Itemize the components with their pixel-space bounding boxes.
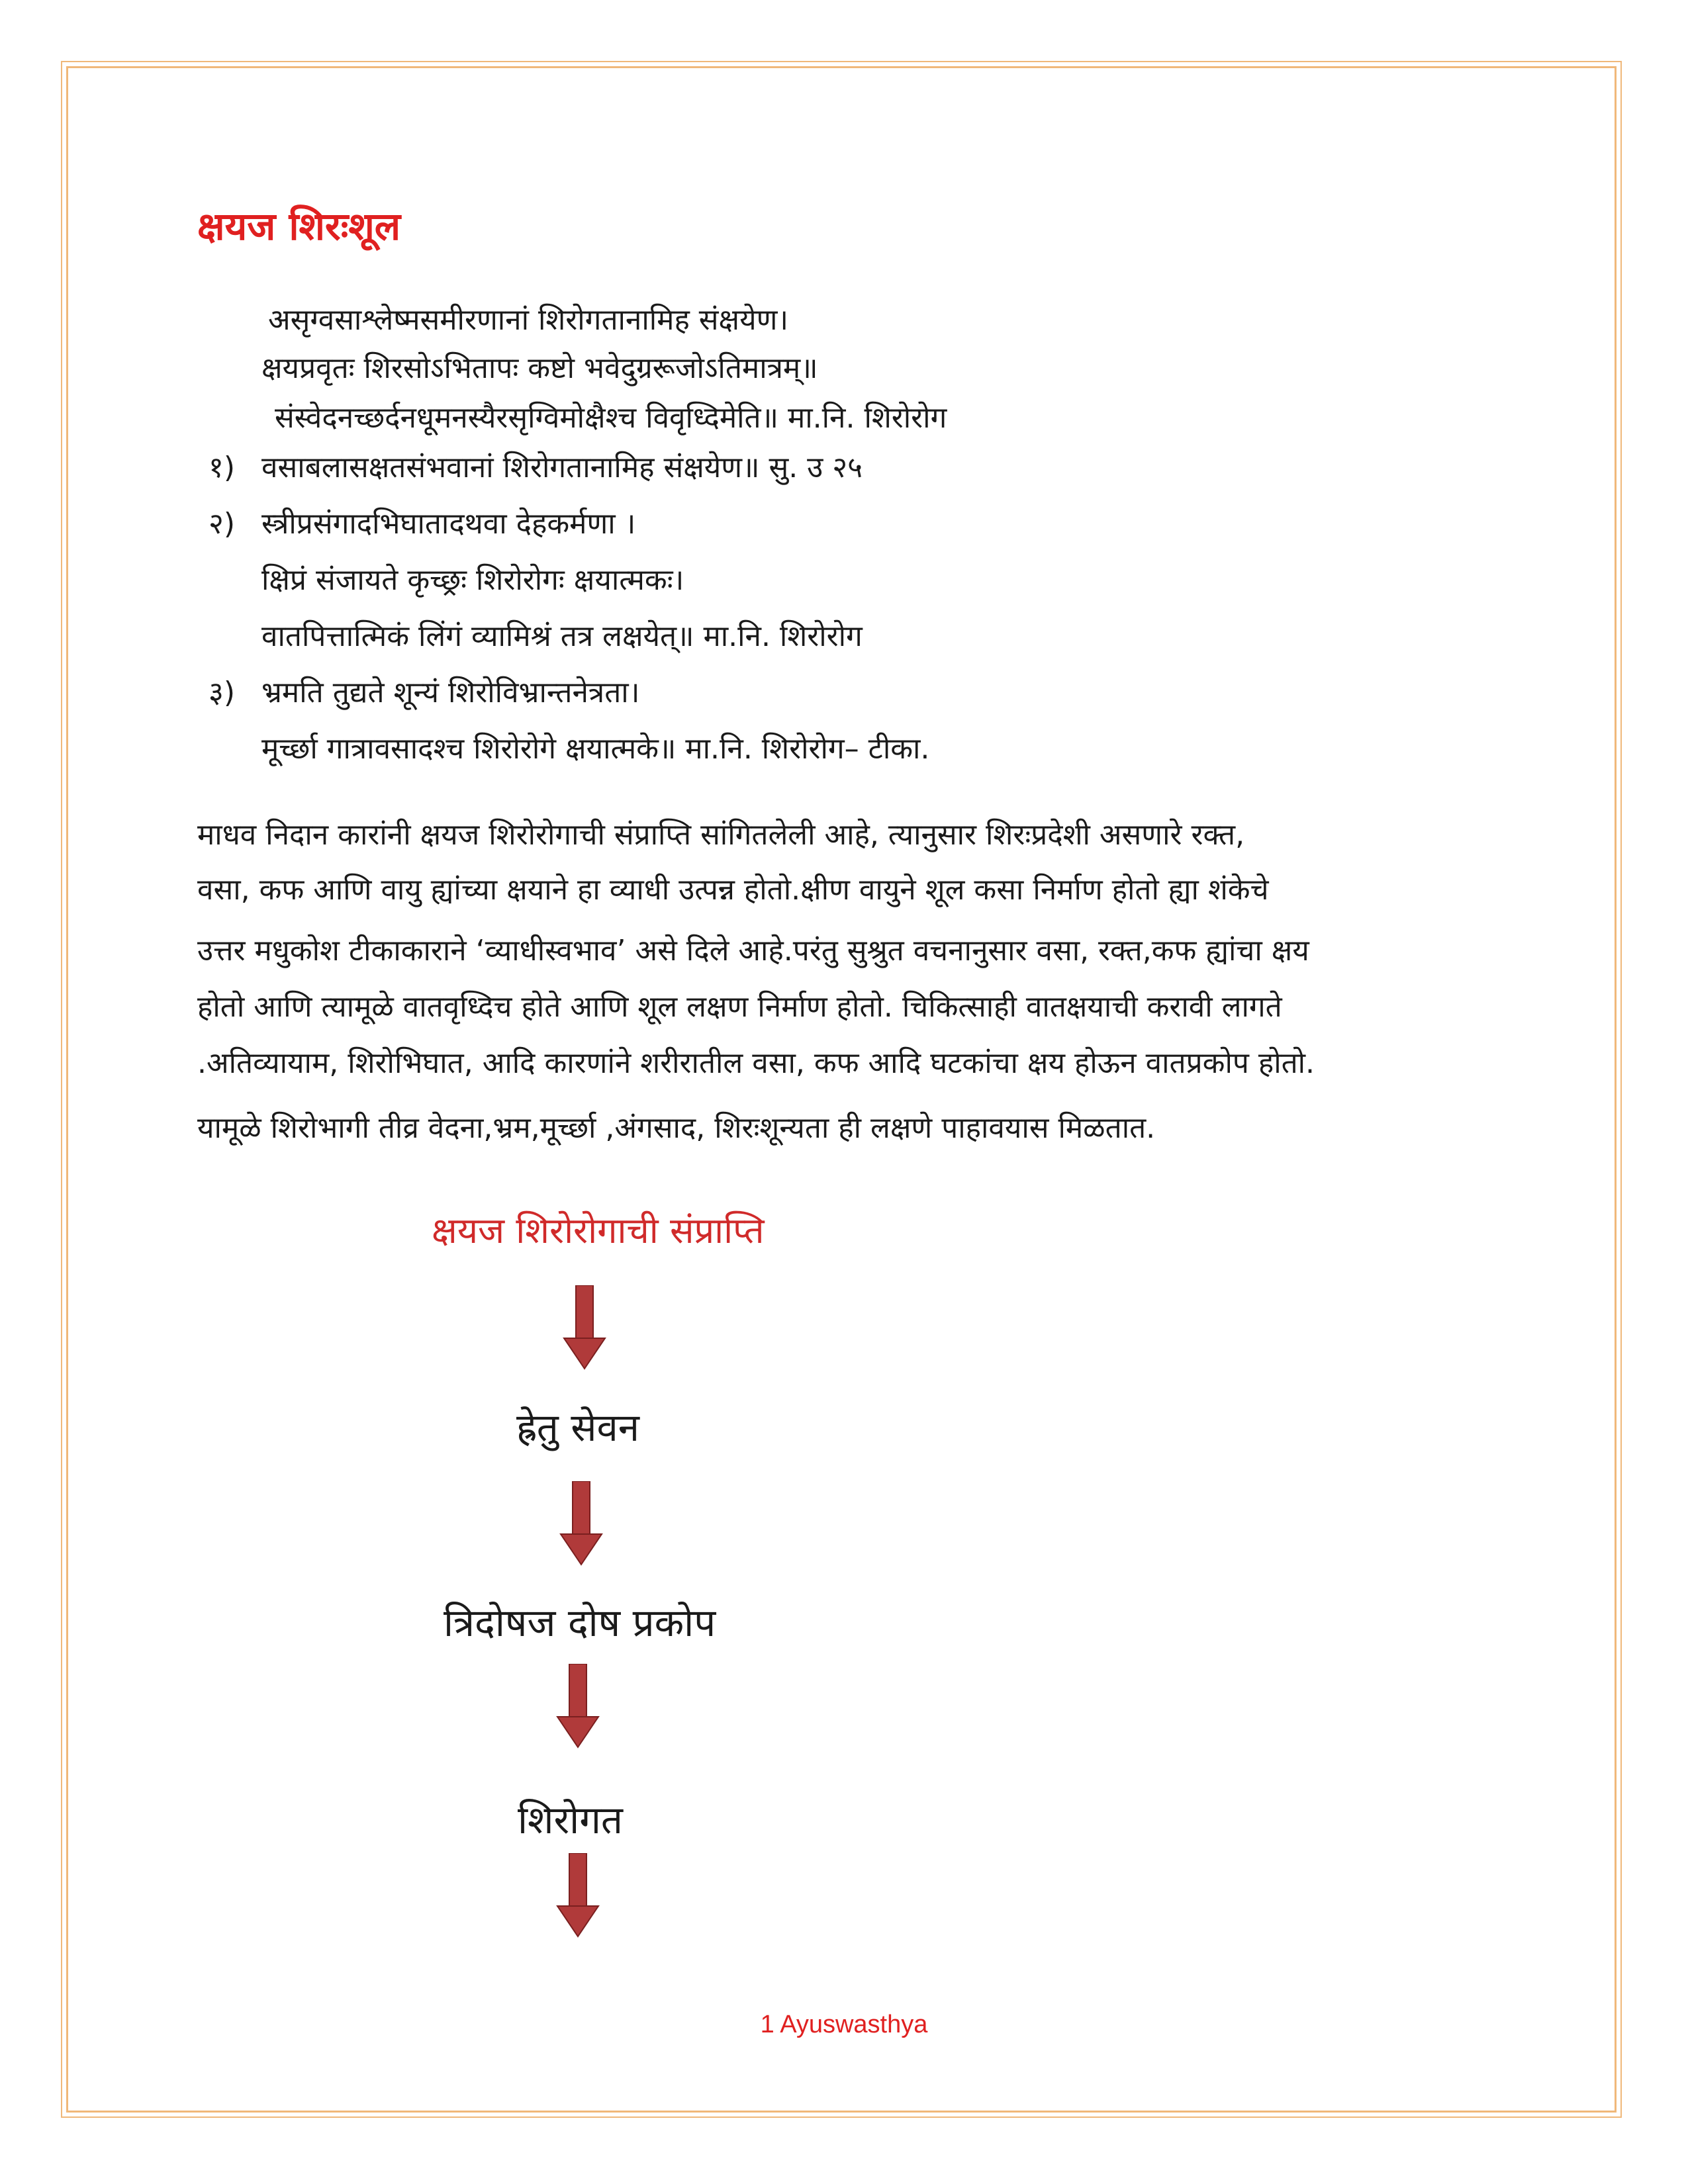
flow-step: शिरोगत — [518, 1797, 623, 1843]
page-title: क्षयज शिरःशूल — [197, 204, 401, 249]
verse-line: स्त्रीप्रसंगादभिघातादथवा देहकर्मणा । — [261, 507, 636, 541]
verse-line: भ्रमति तुद्यते शून्यं शिरोविभ्रान्तनेत्रता। — [261, 676, 640, 709]
verse-line: संस्वेदनच्छर्दनधूमनस्यैरसृग्विमोक्षैश्च विवृध्दिमेति॥ मा.नि. शिरोरोग — [275, 401, 947, 435]
paragraph-line: माधव निदान कारांनी क्षयज शिरोरोगाची संप्राप्ति सांगितलेली आहे, त्यानुसार शिरःप्रदेशी असणारे रक्त, — [197, 818, 1245, 852]
verse-line: वसाबलासक्षतसंभवानां शिरोगतानामिह संक्षयेण॥ सु. उ २५ — [261, 451, 863, 484]
flow-step: ह्रेतु सेवन — [516, 1405, 639, 1450]
down-arrow-icon — [555, 1853, 601, 1939]
list-number: २) — [209, 507, 236, 541]
down-arrow-icon — [558, 1481, 604, 1567]
flow-title: क्षयज शिरोरोगाची संप्राप्ति — [432, 1210, 765, 1251]
paragraph-line: .अतिव्यायाम, शिरोभिघात, आदि कारणांने शरीरातील वसा, कफ आदि घटकांचा क्षय होऊन वातप्रकोप होतो. — [197, 1046, 1315, 1080]
verse-line: क्षिप्रं संजायते कृच्छ्रः शिरोरोगः क्षयात्मकः। — [261, 563, 684, 597]
down-arrow-icon — [555, 1664, 601, 1750]
paragraph-line: वसा, कफ आणि वायु ह्यांच्या क्षयाने हा व्याधी उत्पन्न होतो.क्षीण वायुने शूल कसा निर्माण होतो ह्या शंकेचे — [197, 873, 1269, 907]
paragraph-line: यामूळे शिरोभागी तीव्र वेदना,भ्रम,मूर्च्छा ,अंगसाद, शिरःशून्यता ही लक्षणे पाहावयास मिळतात. — [197, 1111, 1156, 1145]
verse-line: क्षयप्रवृतः शिरसोऽभितापः कष्टो भवेदुग्ररूजोऽतिमात्रम्॥ — [261, 351, 818, 385]
page-footer: 1 Ayuswasthya — [760, 2011, 928, 2038]
flow-step: त्रिदोषज दोष प्रकोप — [444, 1600, 716, 1645]
verse-line: मूर्च्छा गात्रावसादश्च शिरोरोगे क्षयात्मके॥ मा.नि. शिरोरोग– टीका. — [261, 732, 930, 766]
list-number: ३) — [209, 676, 236, 709]
verse-line: वातपित्तात्मिकं लिंगं व्यामिश्रं तत्र लक्षयेत्॥ मा.नि. शिरोरोग — [261, 619, 863, 653]
list-number: १) — [209, 451, 236, 484]
verse-line: असृग्वसाश्लेष्मसमीरणानां शिरोगतानामिह संक्षयेण। — [268, 303, 789, 337]
paragraph-line: उत्तर मधुकोश टीकाकाराने ‘व्याधीस्वभाव’ असे दिले आहे.परंतु सुश्रुत वचनानुसार वसा, रक्त,कफ ह्यांचा क्षय — [197, 934, 1309, 968]
down-arrow-icon — [561, 1285, 608, 1371]
paragraph-line: होतो आणि त्यामूळे वातवृध्दिच होते आणि शूल लक्षण निर्माण होतो. चिकित्साही वातक्षयाची करावी लागते — [197, 990, 1282, 1024]
